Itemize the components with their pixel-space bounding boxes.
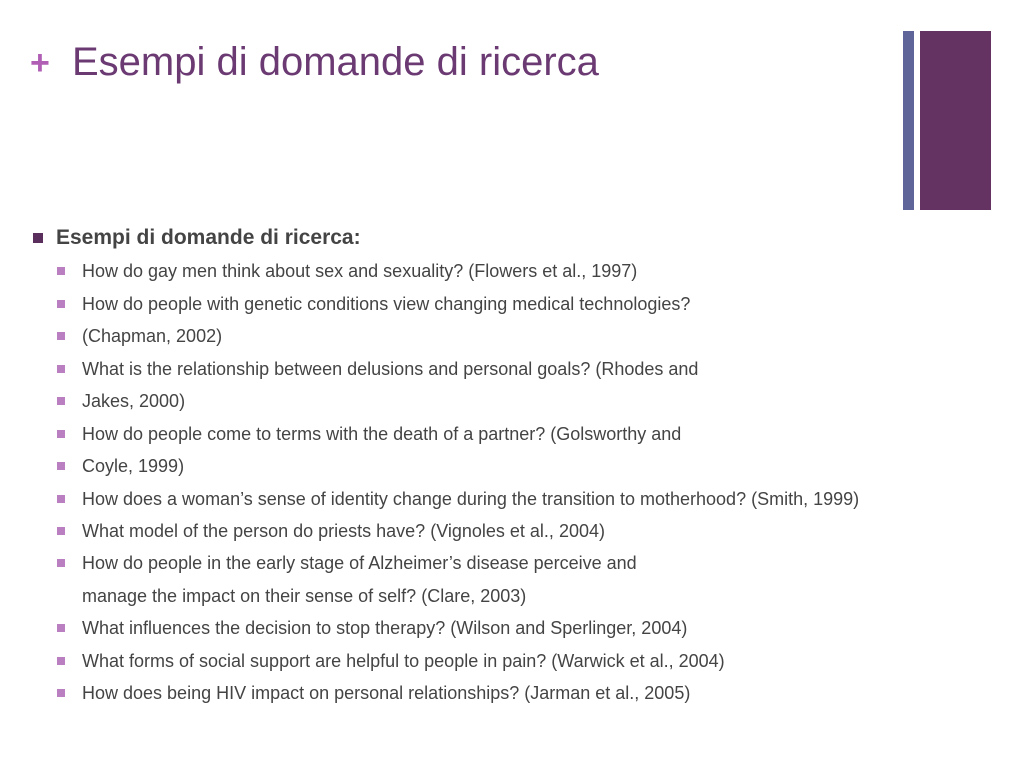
square-bullet-icon xyxy=(57,397,65,405)
main-bullet xyxy=(30,222,980,254)
square-bullet-icon xyxy=(57,527,65,535)
list-item-text: What forms of social support are helpful to people in pain? (Warwick et al., 2004) xyxy=(82,650,725,671)
list-item xyxy=(30,612,980,645)
title-row xyxy=(30,40,599,90)
square-bullet-icon xyxy=(57,559,65,567)
square-bullet-icon xyxy=(57,624,65,632)
square-bullet-icon xyxy=(57,689,65,697)
list-item-text: How do people in the early stage of Alzheimer’s disease perceive and xyxy=(82,553,637,573)
decorative-bar-thin xyxy=(903,31,914,210)
square-bullet-icon xyxy=(57,495,65,503)
slide-title: Esempi di domande di ricerca xyxy=(72,40,599,84)
list-item-text: What is the relationship between delusions and personal goals? (Rhodes and xyxy=(82,358,699,379)
list-item xyxy=(30,645,980,678)
list-item xyxy=(30,677,980,710)
list-item-text: manage the impact on their sense of self? (Clare, 2003) xyxy=(82,585,527,606)
list-item-text: How do people come to terms with the death of a partner? (Golsworthy and xyxy=(82,423,682,444)
list-item xyxy=(30,483,980,515)
list-item-text: What influences the decision to stop therapy? (Wilson and Sperlinger, 2004) xyxy=(82,618,688,638)
square-bullet-icon xyxy=(57,462,65,470)
list-item xyxy=(30,515,980,548)
list-item xyxy=(30,353,980,386)
list-item xyxy=(30,547,980,580)
square-bullet-icon xyxy=(57,430,65,438)
list-item-text: What model of the person do priests have? (Vignoles et al., 2004) xyxy=(82,520,605,541)
slide-content xyxy=(30,222,980,710)
decorative-bar-wide xyxy=(920,31,991,210)
list-item xyxy=(30,450,980,483)
list-item-text: (Chapman, 2002) xyxy=(82,326,223,346)
list-item-text: How does a woman’s sense of identity change during the transition to motherhood? (Smith, 1999) xyxy=(82,488,860,509)
plus-icon: + xyxy=(30,44,50,82)
list-item xyxy=(30,320,980,353)
sub-bullet-list xyxy=(30,255,980,710)
square-bullet-icon xyxy=(57,300,65,308)
list-item-text: How do gay men think about sex and sexuality? (Flowers et al., 1997) xyxy=(82,261,638,281)
square-bullet-icon xyxy=(57,332,65,340)
list-item xyxy=(30,385,980,418)
list-item xyxy=(30,288,980,321)
list-item-text: How do people with genetic conditions view changing medical technologies? xyxy=(82,293,691,314)
list-item-text: How does being HIV impact on personal relationships? (Jarman et al., 2005) xyxy=(82,683,691,703)
square-bullet-icon xyxy=(57,365,65,373)
list-item xyxy=(30,255,980,288)
main-bullet-heading: Esempi di domande di ricerca: xyxy=(56,226,361,249)
list-item-continuation xyxy=(30,580,980,613)
square-bullet-icon xyxy=(57,267,65,275)
square-bullet-icon xyxy=(33,233,43,243)
list-item-text: Coyle, 1999) xyxy=(82,456,185,476)
square-bullet-icon xyxy=(57,657,65,665)
list-item-text: Jakes, 2000) xyxy=(82,391,186,411)
list-item xyxy=(30,418,980,451)
